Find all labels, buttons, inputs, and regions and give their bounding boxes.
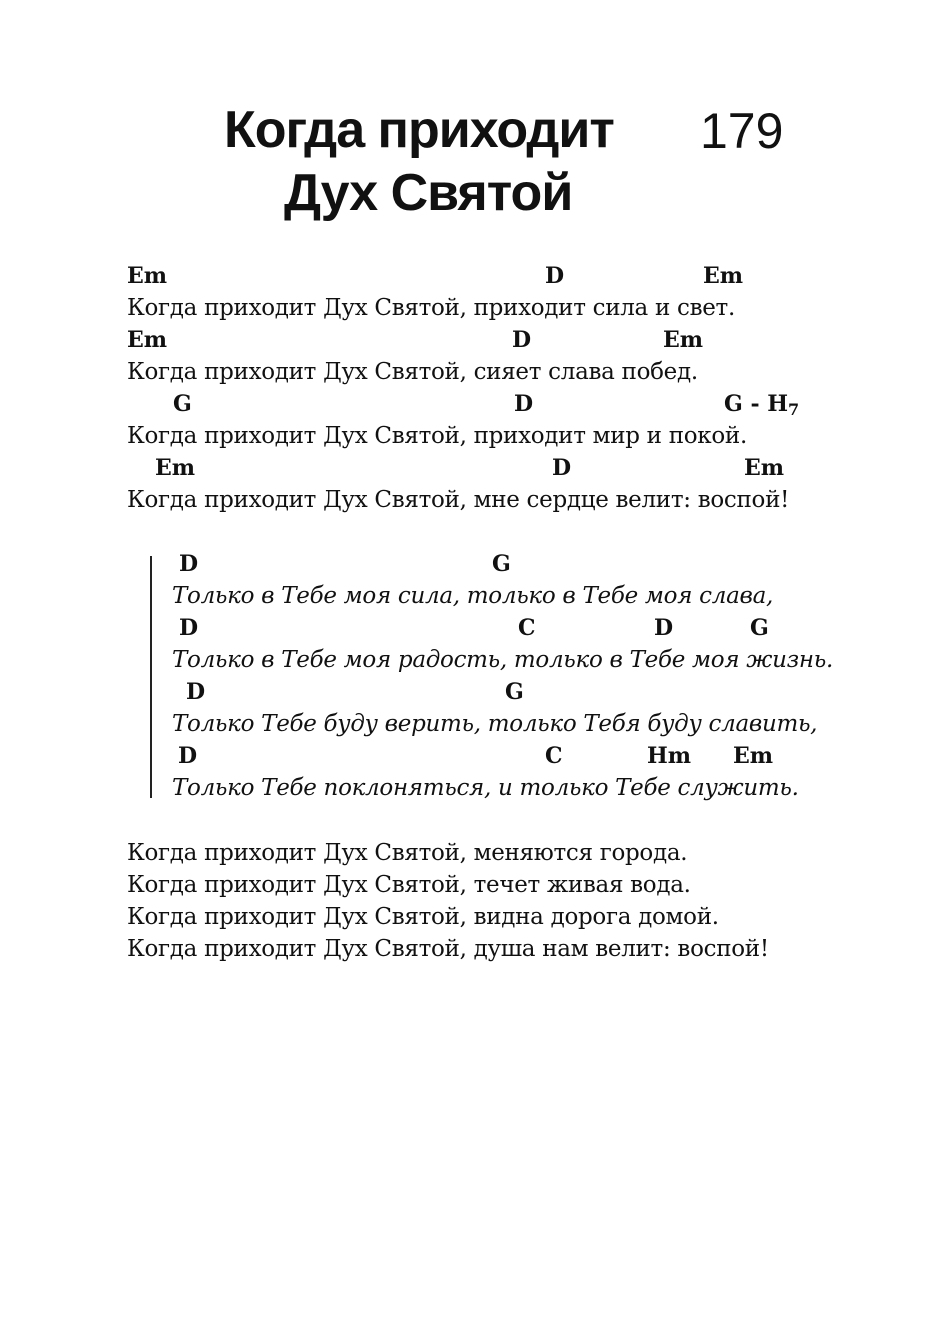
lyric-line: Когда приходит Дух Святой, видна дорога домой. — [127, 904, 719, 930]
lyric-line: Когда приходит Дух Святой, приходит сила и свет. — [127, 295, 735, 321]
lyric-line: Только в Тебе моя сила, только в Тебе моя слава, — [172, 583, 774, 609]
chord: C — [545, 743, 563, 769]
chord: Em — [733, 743, 774, 769]
lyric-line: Когда приходит Дух Святой, меняются города. — [127, 840, 688, 866]
lyric-line: Только Тебе поклоняться, и только Тебе служить. — [172, 775, 799, 801]
lyric-line: Когда приходит Дух Святой, сияет слава побед. — [127, 359, 698, 385]
chord: Em — [744, 455, 785, 481]
lyric-line: Только Тебе буду верить, только Тебя буду славить, — [172, 711, 818, 737]
lyric-line: Когда приходит Дух Святой, душа нам велит: воспой! — [127, 936, 769, 962]
chord: G — [750, 615, 769, 641]
chord: D — [552, 455, 572, 481]
chorus-marker-bar — [150, 556, 152, 798]
song-title-line-1: Когда приходит — [224, 101, 614, 159]
chord-with-subscript — [724, 391, 799, 423]
lyric-line: Когда приходит Дух Святой, течет живая вода. — [127, 872, 691, 898]
chord: Em — [127, 263, 168, 289]
chord: Em — [703, 263, 744, 289]
chord: D — [178, 743, 198, 769]
chord: Hm — [647, 743, 692, 769]
chord: Em — [127, 327, 168, 353]
chord: D — [545, 263, 565, 289]
chord: G — [505, 679, 524, 705]
chord: C — [518, 615, 536, 641]
chord: Em — [663, 327, 704, 353]
song-number: 179 — [700, 103, 784, 159]
chord: D — [654, 615, 674, 641]
lyric-line: Когда приходит Дух Святой, мне сердце велит: воспой! — [127, 487, 790, 513]
chord: D — [514, 391, 534, 417]
chord: G — [492, 551, 511, 577]
chord: Em — [155, 455, 196, 481]
lyric-line: Когда приходит Дух Святой, приходит мир и покой. — [127, 423, 747, 449]
chord: G — [173, 391, 192, 417]
chord-name: G - H — [724, 391, 789, 417]
lyric-line: Только в Тебе моя радость, только в Тебе моя жизнь. — [172, 647, 833, 673]
chord: D — [179, 615, 199, 641]
chord-subscript: 7 — [788, 400, 800, 419]
chord: D — [186, 679, 206, 705]
chord: D — [179, 551, 199, 577]
song-title-line-2: Дух Святой — [284, 164, 573, 222]
chord: D — [512, 327, 532, 353]
